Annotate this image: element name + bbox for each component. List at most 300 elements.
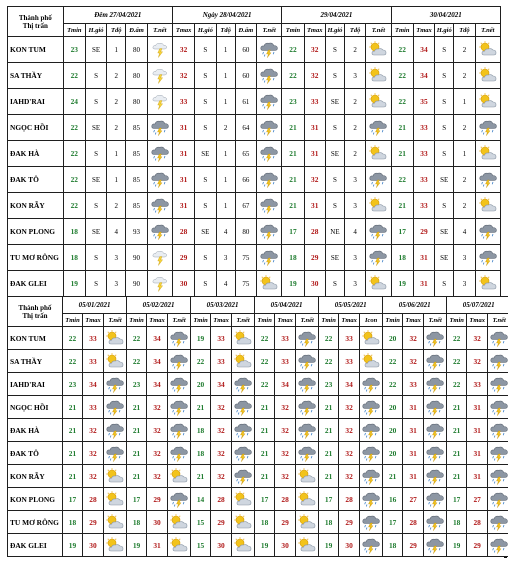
humidity: 67 [235, 193, 256, 219]
tmin-value: 18 [447, 511, 467, 534]
rain-thunder-icon [425, 537, 445, 554]
rain-thunder-icon [233, 376, 253, 393]
tmin-value: 17 [319, 488, 339, 511]
wind-direction: S [195, 63, 216, 89]
tmin-value: 14 [191, 488, 211, 511]
weather-icon-cell [296, 327, 319, 350]
tmin-value: 21 [391, 193, 413, 219]
date-header: 30/04/2021 [391, 7, 500, 24]
tmin-value: 22 [447, 373, 467, 396]
wind-direction: S [325, 115, 344, 141]
rain-thunder-icon [169, 353, 189, 370]
rain-thunder-icon [233, 422, 253, 439]
column-header: T.nết [475, 24, 500, 37]
wind-direction: S [435, 115, 454, 141]
column-header: Tmax [304, 24, 325, 37]
wind-speed: 3 [454, 271, 475, 297]
tmax-value: 31 [413, 245, 434, 271]
tmin-value: 21 [282, 167, 304, 193]
weather-icon-cell [366, 37, 391, 63]
wind-direction: S [435, 37, 454, 63]
weather-icon-cell [296, 373, 319, 396]
rain-thunder-icon [105, 376, 125, 393]
sun-cloud-icon [297, 537, 317, 554]
weather-icon-cell [256, 115, 281, 141]
column-header: Tmin [127, 314, 147, 327]
tmin-value: 18 [255, 511, 275, 534]
weather-icon-cell [475, 193, 500, 219]
humidity: 85 [126, 115, 147, 141]
column-header: Tmax [211, 314, 232, 327]
weather-icon-cell [232, 511, 255, 534]
tmax-value: 34 [147, 373, 168, 396]
tmax-value: 32 [304, 63, 325, 89]
column-header: Tđộ [216, 24, 235, 37]
column-header: H.gió [435, 24, 454, 37]
weather-icon-cell [168, 396, 191, 419]
sun-cloud-icon [233, 537, 253, 554]
humidity: 64 [235, 115, 256, 141]
tmax-value: 33 [467, 373, 488, 396]
tmax-value: 28 [83, 488, 104, 511]
weather-icon-cell [104, 488, 127, 511]
weather-icon-cell [232, 373, 255, 396]
tmin-value: 21 [282, 141, 304, 167]
tmin-value: 19 [391, 271, 413, 297]
tmin-value: 21 [63, 442, 83, 465]
tmin-value: 21 [255, 419, 275, 442]
wind-speed: 4 [216, 219, 235, 245]
sun-cloud-icon [233, 353, 253, 370]
rain-thunder-icon [169, 399, 189, 416]
tmin-value: 22 [282, 63, 304, 89]
table-row [8, 141, 501, 167]
date-header: 05/04/2021 [255, 297, 319, 314]
tmax-value: 34 [147, 327, 168, 350]
table-row [8, 327, 508, 350]
rain-thunder-icon [489, 537, 508, 554]
weather-icon-cell [168, 465, 191, 488]
weather-icon-cell [296, 511, 319, 534]
weather-icon-cell [366, 115, 391, 141]
tmax-value: 33 [403, 373, 424, 396]
wind-speed: 2 [454, 37, 475, 63]
tmax-value: 31 [304, 141, 325, 167]
wind-speed: 1 [216, 167, 235, 193]
tmin-value: 22 [63, 167, 85, 193]
city-name: ĐAK HÀ [8, 141, 64, 167]
rain-thunder-icon [259, 67, 279, 84]
wind-direction: S [325, 167, 344, 193]
city-name: IAHD'RAI [8, 89, 64, 115]
weather-icon-cell [424, 488, 447, 511]
column-header: T.nết [232, 314, 255, 327]
column-header: Tđộ [107, 24, 126, 37]
city-name: KON PLONG [8, 488, 63, 511]
tmax-value: 30 [147, 511, 168, 534]
tmax-value: 31 [403, 442, 424, 465]
rain-thunder-icon [478, 171, 498, 188]
weather-icon-cell [424, 350, 447, 373]
wind-speed: 4 [454, 219, 475, 245]
rain-thunder-icon [361, 376, 381, 393]
wind-direction: S [435, 193, 454, 219]
humidity: 85 [126, 193, 147, 219]
tmax-value: 32 [339, 442, 360, 465]
tmax-value: 32 [147, 396, 168, 419]
tmin-value: 23 [127, 373, 147, 396]
humidity: 61 [235, 89, 256, 115]
weather-icon-cell [366, 167, 391, 193]
weather-icon-cell [147, 63, 172, 89]
humidity: 60 [235, 37, 256, 63]
tmin-value: 19 [63, 534, 83, 557]
weather-icon-cell [256, 167, 281, 193]
tmin-value: 18 [63, 219, 85, 245]
column-header: Tđộ [454, 24, 475, 37]
wind-direction: S [85, 193, 106, 219]
tmax-value: 31 [147, 534, 168, 557]
tmin-value: 21 [319, 465, 339, 488]
column-header: T.nết [104, 314, 127, 327]
tmax-value: 33 [413, 167, 434, 193]
tmax-value: 29 [304, 245, 325, 271]
rain-thunder-icon [361, 445, 381, 462]
wind-direction: SE [85, 219, 106, 245]
tmax-value: 31 [172, 193, 194, 219]
column-header: H.gió [85, 24, 106, 37]
date-header: Ngày 28/04/2021 [172, 7, 281, 24]
rain-thunder-icon [297, 330, 317, 347]
tmin-value: 21 [191, 396, 211, 419]
wind-speed: 2 [454, 63, 475, 89]
rain-thunder-icon [425, 399, 445, 416]
wind-direction: SE [435, 245, 454, 271]
weather-icon-cell [360, 350, 383, 373]
rain-thunder-icon [233, 445, 253, 462]
column-header: T.nết [424, 314, 447, 327]
rain-thunder-icon [361, 399, 381, 416]
rain-thunder-icon [425, 514, 445, 531]
tmax-value: 32 [339, 419, 360, 442]
wind-direction: SE [435, 219, 454, 245]
weather-icon-cell [232, 488, 255, 511]
tmax-value: 31 [172, 115, 194, 141]
tmax-value: 33 [275, 350, 296, 373]
wind-speed: 3 [345, 245, 366, 271]
weather-icon-cell [488, 350, 508, 373]
tmin-value: 21 [282, 115, 304, 141]
rain-thunder-icon [150, 197, 170, 214]
tmin-value: 23 [282, 89, 304, 115]
lightning-icon [150, 249, 170, 266]
tmin-value: 22 [255, 327, 275, 350]
weather-icon-cell [147, 115, 172, 141]
humidity: 60 [235, 63, 256, 89]
city-name: KON TUM [8, 327, 63, 350]
weather-icon-cell [256, 63, 281, 89]
city-name: SA THẦY [8, 63, 64, 89]
tmin-value: 18 [63, 245, 85, 271]
humidity: 85 [126, 141, 147, 167]
column-header: Tmin [383, 314, 403, 327]
table-row [8, 167, 501, 193]
wind-speed: 2 [107, 115, 126, 141]
rain-thunder-icon [150, 119, 170, 136]
wind-direction: SE [85, 115, 106, 141]
weather-icon-cell [488, 419, 508, 442]
wind-direction: S [435, 141, 454, 167]
date-header: 05/06/2021 [383, 297, 447, 314]
tmin-value: 19 [127, 534, 147, 557]
wind-direction: S [325, 37, 344, 63]
tmax-value: 27 [467, 488, 488, 511]
tmax-value: 32 [339, 396, 360, 419]
humidity: 85 [126, 167, 147, 193]
rain-thunder-icon [489, 422, 508, 439]
tmax-value: 31 [467, 442, 488, 465]
city-name: ĐAK TÔ [8, 167, 64, 193]
wind-direction: S [435, 89, 454, 115]
wind-direction: SE [325, 245, 344, 271]
weather-icon-cell [104, 396, 127, 419]
weather-icon-cell [488, 373, 508, 396]
city-name: ĐAK HÀ [8, 419, 63, 442]
city-name: SA THẦY [8, 350, 63, 373]
city-name: NGỌC HỒI [8, 396, 63, 419]
tmin-value: 23 [63, 373, 83, 396]
weather-icon-cell [366, 63, 391, 89]
weather-icon-cell [366, 141, 391, 167]
column-header: T.nết [296, 314, 319, 327]
rain-thunder-icon [489, 514, 508, 531]
wind-direction: S [325, 63, 344, 89]
wind-direction: S [195, 271, 216, 297]
tmax-value: 29 [413, 219, 434, 245]
sun-cloud-icon [368, 145, 388, 162]
weather-icon-cell [360, 442, 383, 465]
table-row [8, 534, 508, 557]
weather-icon-cell [256, 219, 281, 245]
wind-direction: SE [85, 37, 106, 63]
tmin-value: 22 [391, 167, 413, 193]
tmin-value: 22 [383, 350, 403, 373]
weather-icon-cell [104, 442, 127, 465]
tmax-value: 34 [413, 37, 434, 63]
column-header: Tmax [275, 314, 296, 327]
tmin-value: 21 [391, 115, 413, 141]
weather-icon-cell [424, 373, 447, 396]
rain-thunder-icon [368, 249, 388, 266]
tmax-value: 33 [83, 350, 104, 373]
tmax-value: 33 [211, 350, 232, 373]
weather-icon-cell [360, 373, 383, 396]
weather-icon-cell [232, 327, 255, 350]
sun-cloud-icon [361, 353, 381, 370]
rain-thunder-icon [150, 145, 170, 162]
weather-icon-cell [296, 396, 319, 419]
tmin-value: 22 [127, 327, 147, 350]
weather-icon-cell [296, 419, 319, 442]
tmax-value: 31 [304, 193, 325, 219]
table-row [8, 350, 508, 373]
tmax-value: 32 [172, 63, 194, 89]
date-header: 29/04/2021 [282, 7, 391, 24]
rain-thunder-icon [259, 93, 279, 110]
rain-thunder-icon [425, 491, 445, 508]
tmax-value: 33 [172, 89, 194, 115]
tmax-value: 32 [304, 167, 325, 193]
sun-cloud-icon [478, 275, 498, 292]
tmin-value: 22 [391, 63, 413, 89]
column-header: Tmin [391, 24, 413, 37]
column-header: T.nết [147, 24, 172, 37]
tmax-value: 29 [83, 511, 104, 534]
tmax-value: 32 [403, 350, 424, 373]
tmin-value: 15 [191, 534, 211, 557]
wind-speed: 1 [107, 167, 126, 193]
sun-cloud-icon [169, 468, 189, 485]
sun-cloud-icon [297, 468, 317, 485]
table-row [8, 219, 501, 245]
table-row [8, 511, 508, 534]
tmax-value: 34 [211, 373, 232, 396]
weather-icon-cell [168, 511, 191, 534]
table-row [8, 419, 508, 442]
wind-speed: 2 [454, 115, 475, 141]
tmax-value: 32 [275, 419, 296, 442]
weather-icon-cell [232, 419, 255, 442]
tmax-value: 27 [403, 488, 424, 511]
table-row [8, 89, 501, 115]
weather-icon-cell [475, 245, 500, 271]
weather-icon-cell [360, 396, 383, 419]
tmax-value: 31 [172, 141, 194, 167]
tmax-value: 28 [467, 511, 488, 534]
wind-speed: 2 [454, 167, 475, 193]
rain-thunder-icon [489, 445, 508, 462]
tmax-value: 32 [147, 419, 168, 442]
tmax-value: 31 [467, 465, 488, 488]
weather-icon-cell [366, 193, 391, 219]
weather-icon-cell [475, 141, 500, 167]
tmin-value: 18 [319, 511, 339, 534]
wind-speed: 1 [107, 37, 126, 63]
tmin-value: 17 [391, 219, 413, 245]
rain-thunder-icon [105, 399, 125, 416]
column-header: Tđộ [345, 24, 366, 37]
rain-thunder-icon [150, 171, 170, 188]
tmin-value: 21 [255, 442, 275, 465]
tmin-value: 21 [63, 465, 83, 488]
weather-icon-cell [488, 465, 508, 488]
weather-icon-cell [168, 488, 191, 511]
column-header: Tmax [172, 24, 194, 37]
tmin-value: 18 [391, 245, 413, 271]
rain-thunder-icon [259, 223, 279, 240]
tmin-value: 22 [63, 350, 83, 373]
rain-thunder-icon [259, 119, 279, 136]
tmax-value: 31 [403, 396, 424, 419]
tmax-value: 33 [413, 115, 434, 141]
city-header-label: Thành phố Thị trấn [18, 13, 52, 30]
column-header: T.nết [168, 314, 191, 327]
sun-cloud-icon [105, 330, 125, 347]
sun-cloud-icon [368, 93, 388, 110]
column-header: Tmax [339, 314, 360, 327]
weather-icon-cell [256, 141, 281, 167]
weather-icon-cell [147, 245, 172, 271]
column-header: Tmax [83, 314, 104, 327]
rain-thunder-icon [297, 376, 317, 393]
weather-icon-cell [256, 245, 281, 271]
tmax-value: 29 [403, 534, 424, 557]
sun-cloud-icon [478, 67, 498, 84]
weather-icon-cell [104, 534, 127, 557]
column-header: Tmin [319, 314, 339, 327]
tmax-value: 33 [413, 193, 434, 219]
weather-icon-cell [488, 511, 508, 534]
tmin-value: 21 [383, 465, 403, 488]
wind-speed: 2 [107, 193, 126, 219]
tmin-value: 21 [447, 465, 467, 488]
weather-icon-cell [360, 419, 383, 442]
weather-icon-cell [104, 373, 127, 396]
wind-speed: 1 [216, 89, 235, 115]
weather-icon-cell [104, 465, 127, 488]
tmin-value: 21 [63, 396, 83, 419]
tmin-value: 22 [63, 141, 85, 167]
wind-direction: SE [85, 167, 106, 193]
city-name: ĐAK GLEI [8, 271, 64, 297]
wind-speed: 3 [345, 271, 366, 297]
tmax-value: 28 [275, 488, 296, 511]
tmin-value: 17 [447, 488, 467, 511]
weather-icon-cell [366, 219, 391, 245]
wind-direction: S [435, 63, 454, 89]
column-header: Tmin [63, 24, 85, 37]
date-header: Đêm 27/04/2021 [63, 7, 172, 24]
rain-thunder-icon [361, 491, 381, 508]
rain-thunder-icon [361, 537, 381, 554]
column-header: T.nết [488, 314, 508, 327]
wind-speed: 4 [345, 219, 366, 245]
rain-thunder-icon [105, 445, 125, 462]
wind-direction: SE [195, 141, 216, 167]
city-name: ĐAK GLEI [8, 534, 63, 557]
weather-icon-cell [296, 488, 319, 511]
weather-icon-cell [168, 442, 191, 465]
tmin-value: 22 [319, 327, 339, 350]
lightning-icon [150, 41, 170, 58]
tmax-value: 32 [211, 396, 232, 419]
wind-direction: S [85, 245, 106, 271]
tmax-value: 33 [339, 327, 360, 350]
column-header: Tmin [63, 314, 83, 327]
tmax-value: 28 [403, 511, 424, 534]
tmin-value: 22 [391, 89, 413, 115]
date-header: 05/02/2021 [127, 297, 191, 314]
tmax-value: 32 [403, 327, 424, 350]
tmin-value: 17 [383, 511, 403, 534]
tmax-value: 29 [339, 511, 360, 534]
sun-cloud-icon [169, 537, 189, 554]
date-header: 05/01/2021 [63, 297, 127, 314]
humidity: 75 [235, 245, 256, 271]
city-name: ĐAK TÔ [8, 442, 63, 465]
table-row [8, 245, 501, 271]
sun-cloud-icon [233, 330, 253, 347]
